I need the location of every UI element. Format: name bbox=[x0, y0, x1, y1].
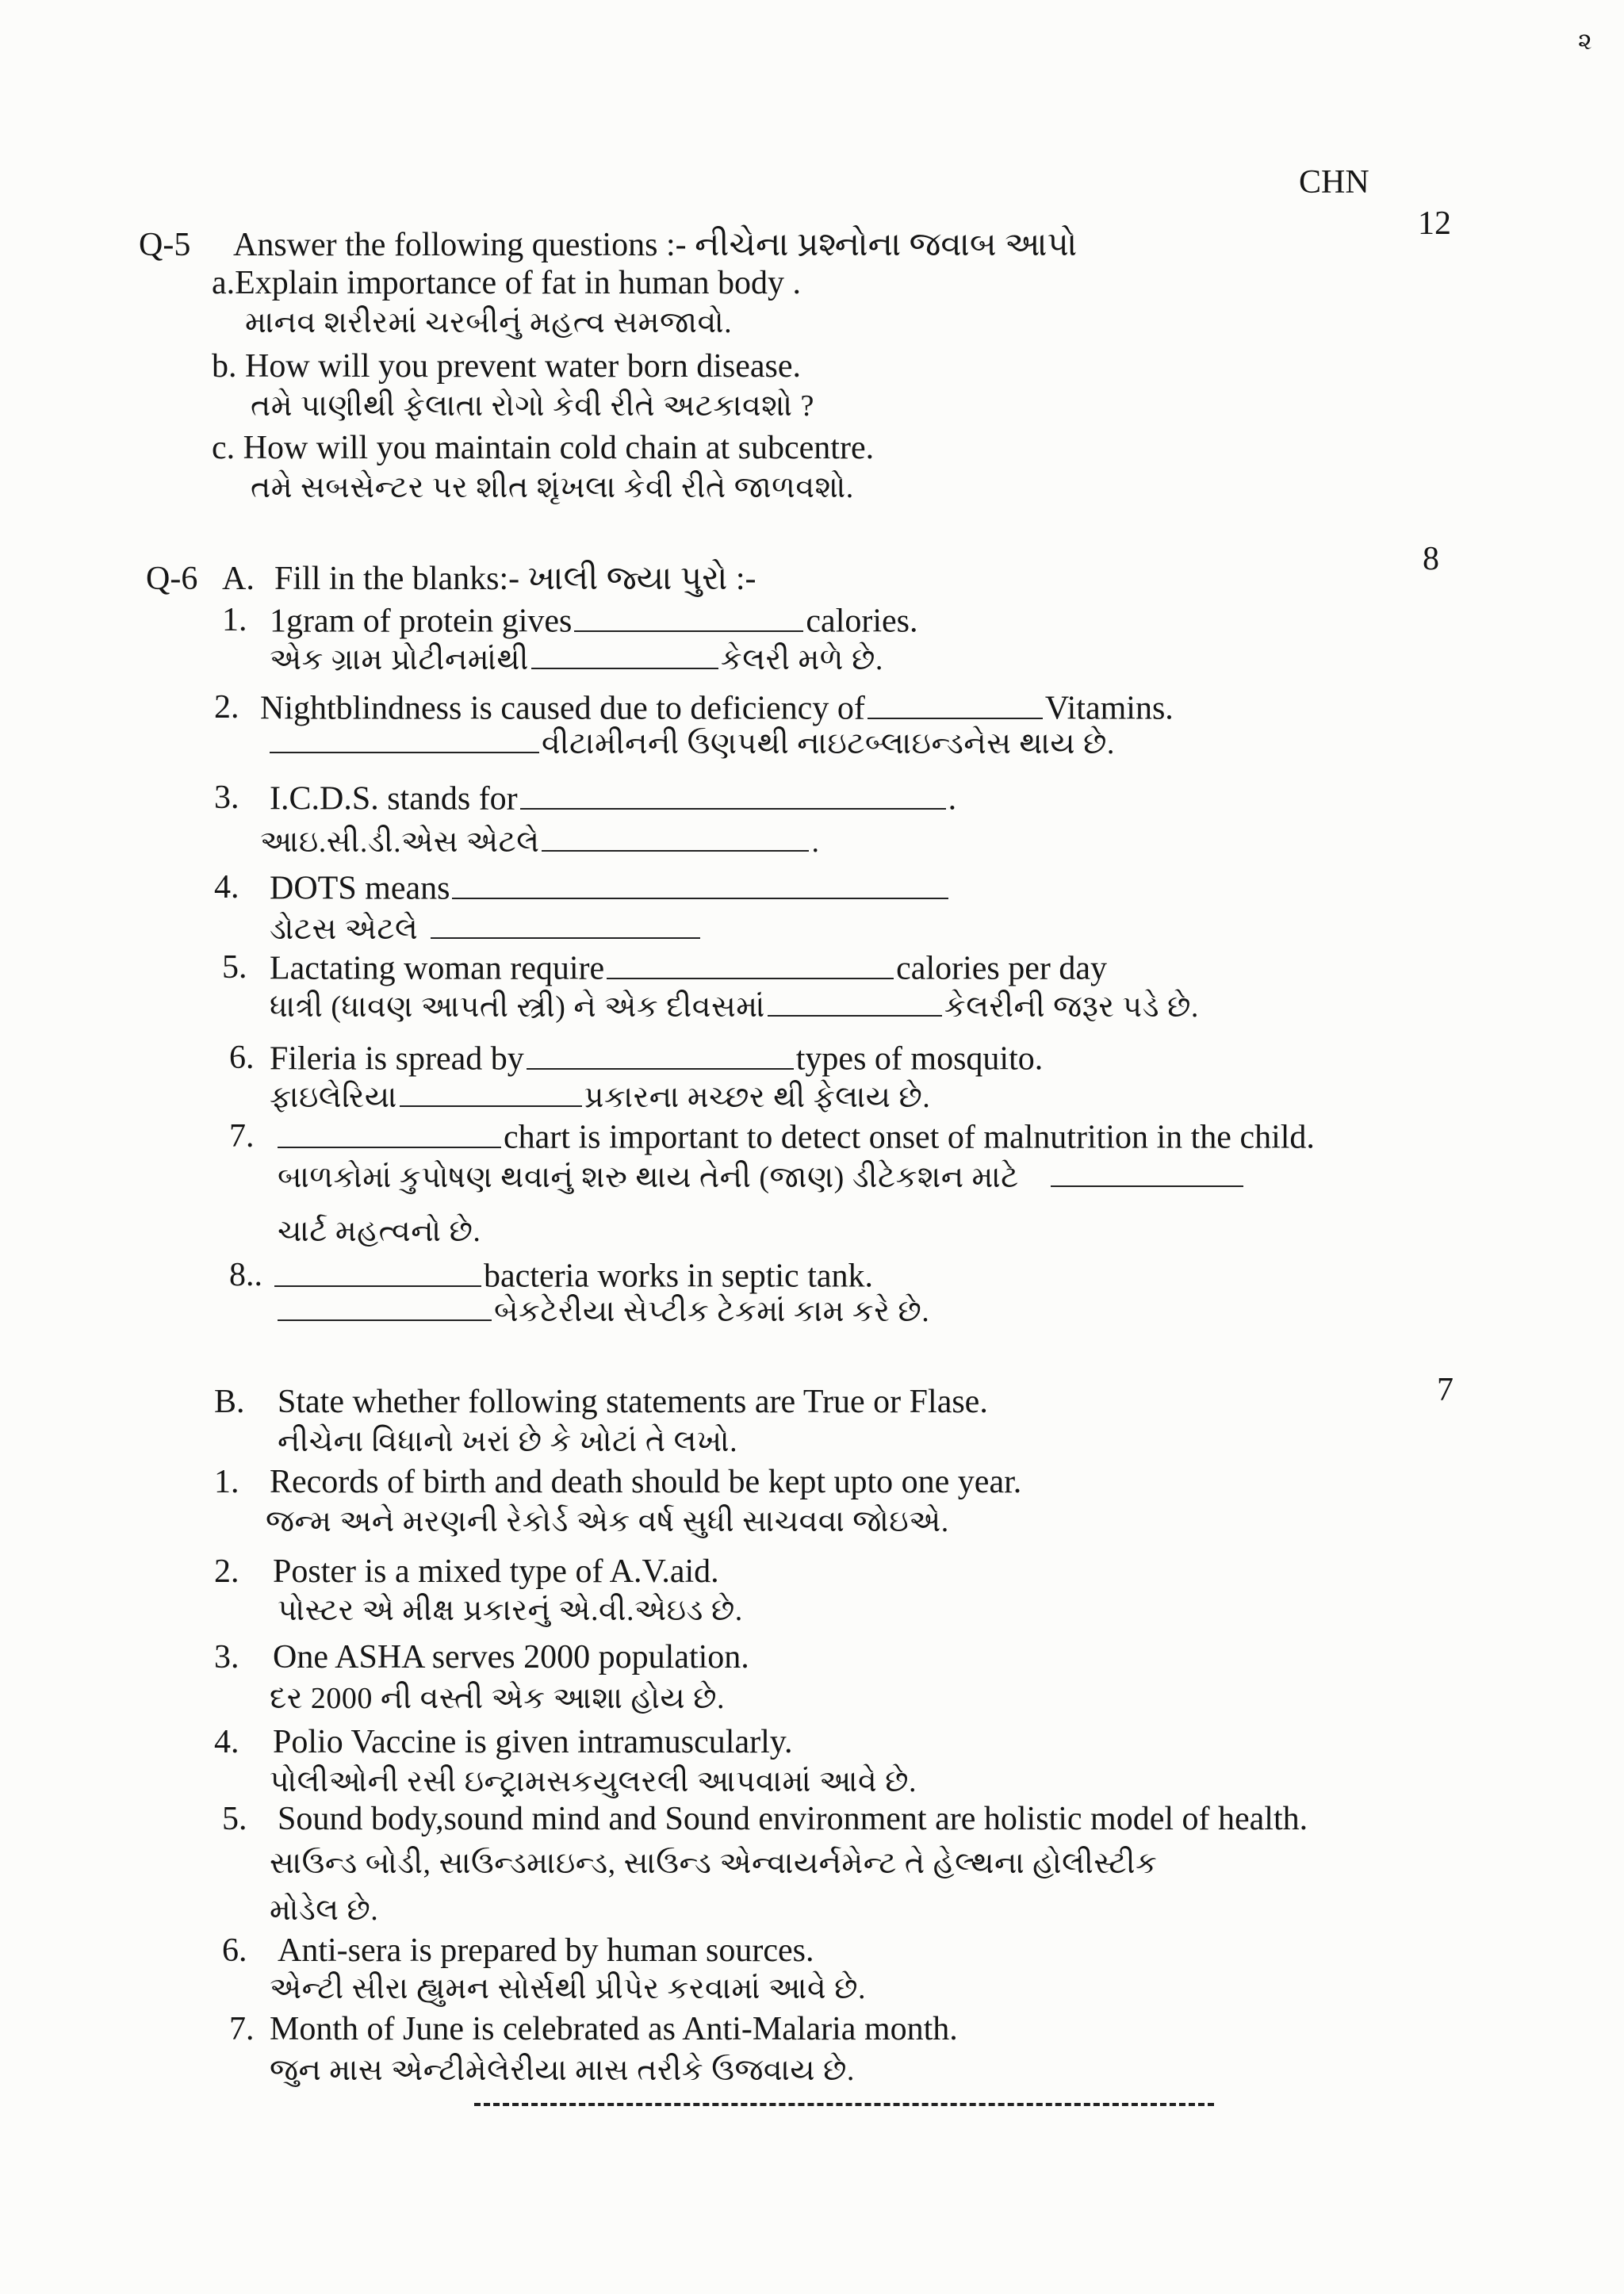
blank-line bbox=[520, 781, 946, 810]
q5-item-a-en: a.Explain importance of fat in human body . bbox=[212, 265, 801, 301]
tf-item-4-gu: પોલીઓની રસી ઇન્ટ્રામસકયુલરલી આપવામાં આવે છે. bbox=[270, 1765, 917, 1798]
tf-item-num: 7. bbox=[229, 2011, 255, 2047]
tf-item-5-en: Sound body,sound mind and Sound environment are holistic model of health. bbox=[278, 1801, 1308, 1837]
text-before: 1gram of protein gives bbox=[270, 603, 573, 640]
text-after: Vitamins. bbox=[1044, 690, 1174, 727]
blank-item-num: 1. bbox=[222, 602, 247, 638]
text-after: chart is important to detect onset of malnutrition in the child. bbox=[504, 1119, 1315, 1156]
text-after: calories per day bbox=[896, 950, 1108, 987]
blank-item-2-en bbox=[260, 691, 1174, 726]
blank-item-7-gu-line2: ચાર્ટ મહત્વનો છે. bbox=[278, 1215, 481, 1248]
tf-item-3-en: One ASHA serves 2000 population. bbox=[273, 1639, 749, 1676]
blank-line bbox=[527, 1041, 794, 1070]
tf-item-6-en: Anti-sera is prepared by human sources. bbox=[278, 1932, 814, 1969]
blank-item-5-en bbox=[270, 951, 1107, 986]
q6-part-a-marks: 8 bbox=[1423, 541, 1439, 577]
q6-number: Q-6 bbox=[146, 561, 198, 597]
blank-item-4-en bbox=[270, 871, 951, 906]
text-before: એક ગ્રામ પ્રોટીનમાંથી bbox=[270, 643, 529, 676]
blank-item-3-gu bbox=[260, 825, 819, 859]
tf-item-1-en: Records of birth and death should be kept upto one year. bbox=[270, 1464, 1022, 1500]
blank-item-5-gu bbox=[270, 990, 1199, 1024]
blank-item-num: 7. bbox=[229, 1118, 255, 1155]
blank-line bbox=[542, 826, 809, 852]
tf-item-4-en: Polio Vaccine is given intramuscularly. bbox=[273, 1724, 793, 1760]
q5-item-c-gu: તમે સબસેન્ટર પર શીત શૃંખલા કેવી રીતે જાળવશો. bbox=[251, 471, 854, 504]
text-before: ધાત્રી (ધાવણ આપતી સ્ત્રી) ને એક દીવસમાં bbox=[270, 990, 765, 1024]
blank-item-1-en bbox=[270, 603, 918, 638]
blank-item-2-gu bbox=[270, 727, 1115, 760]
q5-marks: 12 bbox=[1418, 205, 1451, 242]
blank-item-num: 4. bbox=[214, 869, 239, 906]
q5-item-b-gu: તમે પાણીથી ફેલાતા રોગો કેવી રીતે અટકાવશો ? bbox=[251, 389, 814, 423]
tf-item-6-gu: એન્ટી સીરા હ્યુમન સોર્સથી પ્રીપેર કરવામાં આવે છે. bbox=[270, 1972, 867, 2005]
blank-item-num: 8.. bbox=[229, 1257, 262, 1293]
text-before: Fileria is spread by bbox=[270, 1040, 524, 1078]
tf-item-1-gu: જન્મ અને મરણની રેકોર્ડ એક વર્ષ સુધી સાચવવા જોઇએ. bbox=[266, 1505, 949, 1538]
text-before: આઇ.સી.ડી.એસ એટલે bbox=[260, 825, 540, 859]
tf-item-num: 4. bbox=[214, 1724, 239, 1760]
tf-item-num: 2. bbox=[214, 1553, 239, 1590]
text-before: બાળકોમાં કુપોષણ થવાનું શરુ થાય તેની (જાણ) ડીટેકશન માટે bbox=[278, 1161, 1019, 1194]
q6-part-b-label: B. bbox=[214, 1384, 245, 1420]
text-after: પ્રકારના મચ્છર થી ફેલાય છે. bbox=[584, 1081, 931, 1114]
blank-item-num: 6. bbox=[229, 1040, 255, 1076]
q5-item-c-en: c. How will you maintain cold chain at subcentre. bbox=[212, 430, 875, 466]
blank-line bbox=[607, 951, 894, 979]
text-after: બેકટેરીયા સેપ્ટીક ટેકમાં કામ કરે છે. bbox=[494, 1295, 930, 1328]
q6-part-a-title: Fill in the blanks:- ખાલી જ્યા પુરો :- bbox=[274, 561, 756, 597]
text-after: વીટામીનની ઉણપથી નાઇટબ્લાઇન્ડનેસ થાય છે. bbox=[542, 727, 1115, 760]
blank-item-4-gu bbox=[270, 913, 703, 946]
tf-item-5-gu: સાઉન્ડ બોડી, સાઉન્ડમાઇન્ડ, સાઉન્ડ એન્વાયર્નમેન્ટ તે હેલ્થના હોલીસ્ટીક bbox=[270, 1847, 1158, 1880]
blank-item-7-gu bbox=[278, 1161, 1246, 1194]
text-before: Lactating woman require bbox=[270, 950, 605, 987]
blank-line bbox=[768, 991, 942, 1017]
blank-line bbox=[431, 913, 700, 939]
q6-part-b-marks: 7 bbox=[1437, 1372, 1454, 1408]
blank-line bbox=[270, 728, 539, 753]
blank-item-num: 3. bbox=[214, 779, 239, 816]
blank-line bbox=[1051, 1162, 1243, 1187]
end-dashed-rule bbox=[474, 2103, 1214, 2106]
paper-code: CHN bbox=[1299, 164, 1369, 201]
blank-item-6-en bbox=[270, 1041, 1043, 1076]
page-mark: ૨ bbox=[1578, 29, 1592, 55]
text-after: . bbox=[811, 825, 820, 859]
text-after: calories. bbox=[806, 603, 918, 640]
tf-item-2-en: Poster is a mixed type of A.V.aid. bbox=[273, 1553, 719, 1590]
blank-line bbox=[278, 1296, 492, 1321]
q5-number: Q-5 bbox=[139, 227, 191, 263]
tf-item-num: 1. bbox=[214, 1464, 239, 1500]
tf-item-5-gu-line2: મોડેલ છે. bbox=[270, 1894, 379, 1927]
blank-item-num: 2. bbox=[214, 689, 239, 726]
tf-item-num: 6. bbox=[222, 1932, 247, 1969]
blank-item-num: 5. bbox=[222, 949, 247, 986]
text-before: ફાઇલેરિયા bbox=[270, 1081, 397, 1114]
q5-title: Answer the following questions :- નીચેના પ્રશ્નોના જવાબ આપો bbox=[233, 227, 1078, 263]
tf-item-num: 3. bbox=[214, 1639, 239, 1676]
blank-item-3-en bbox=[270, 781, 956, 816]
text-after: કેલરી મળે છે. bbox=[720, 643, 883, 676]
text-after: . bbox=[948, 780, 957, 818]
q6-part-b-title: State whether following statements are True or Flase. bbox=[278, 1384, 988, 1420]
blank-line bbox=[274, 1258, 481, 1287]
q6-part-a-label: A. bbox=[222, 561, 255, 597]
tf-item-7-en: Month of June is celebrated as Anti-Malaria month. bbox=[270, 2011, 958, 2047]
blank-item-8-en bbox=[274, 1258, 873, 1293]
blank-line bbox=[868, 691, 1043, 719]
blank-line bbox=[400, 1082, 582, 1107]
tf-item-7-gu: જુન માસ એન્ટીમેલેરીયા માસ તરીકે ઉજવાય છે. bbox=[270, 2054, 855, 2087]
text-before: I.C.D.S. stands for bbox=[270, 780, 518, 818]
text-after: bacteria works in septic tank. bbox=[484, 1258, 873, 1295]
blank-line bbox=[531, 644, 718, 669]
text-before: DOTS means bbox=[270, 870, 450, 907]
blank-item-1-gu bbox=[270, 643, 883, 676]
text-after: કેલરીની જરૂર પડે છે. bbox=[944, 990, 1199, 1024]
text-before: ડોટસ એટલે bbox=[270, 913, 419, 946]
tf-item-2-gu: પોસ્ટર એ મીક્ષ પ્રકારનું એ.વી.એઇડ છે. bbox=[278, 1594, 743, 1627]
blank-line bbox=[574, 603, 803, 632]
blank-item-7-en bbox=[278, 1120, 1315, 1155]
q6-part-b-title-gu: નીચેના વિધાનો ખરાં છે કે ખોટાં તે લખો. bbox=[278, 1425, 738, 1458]
blank-item-6-gu bbox=[270, 1081, 930, 1114]
blank-line bbox=[278, 1120, 501, 1148]
blank-line bbox=[452, 871, 948, 899]
tf-item-3-gu: દર 2000 ની વસ્તી એક આશા હોય છે. bbox=[270, 1682, 725, 1715]
text-after: types of mosquito. bbox=[795, 1040, 1044, 1078]
tf-item-num: 5. bbox=[222, 1801, 247, 1837]
blank-item-8-gu bbox=[278, 1295, 929, 1328]
q5-item-a-gu: માનવ શરીરમાં ચરબીનું મહત્વ સમજાવો. bbox=[245, 306, 733, 339]
text-before: Nightblindness is caused due to deficiency of bbox=[260, 690, 865, 727]
q5-item-b-en: b. How will you prevent water born disease. bbox=[212, 348, 801, 385]
